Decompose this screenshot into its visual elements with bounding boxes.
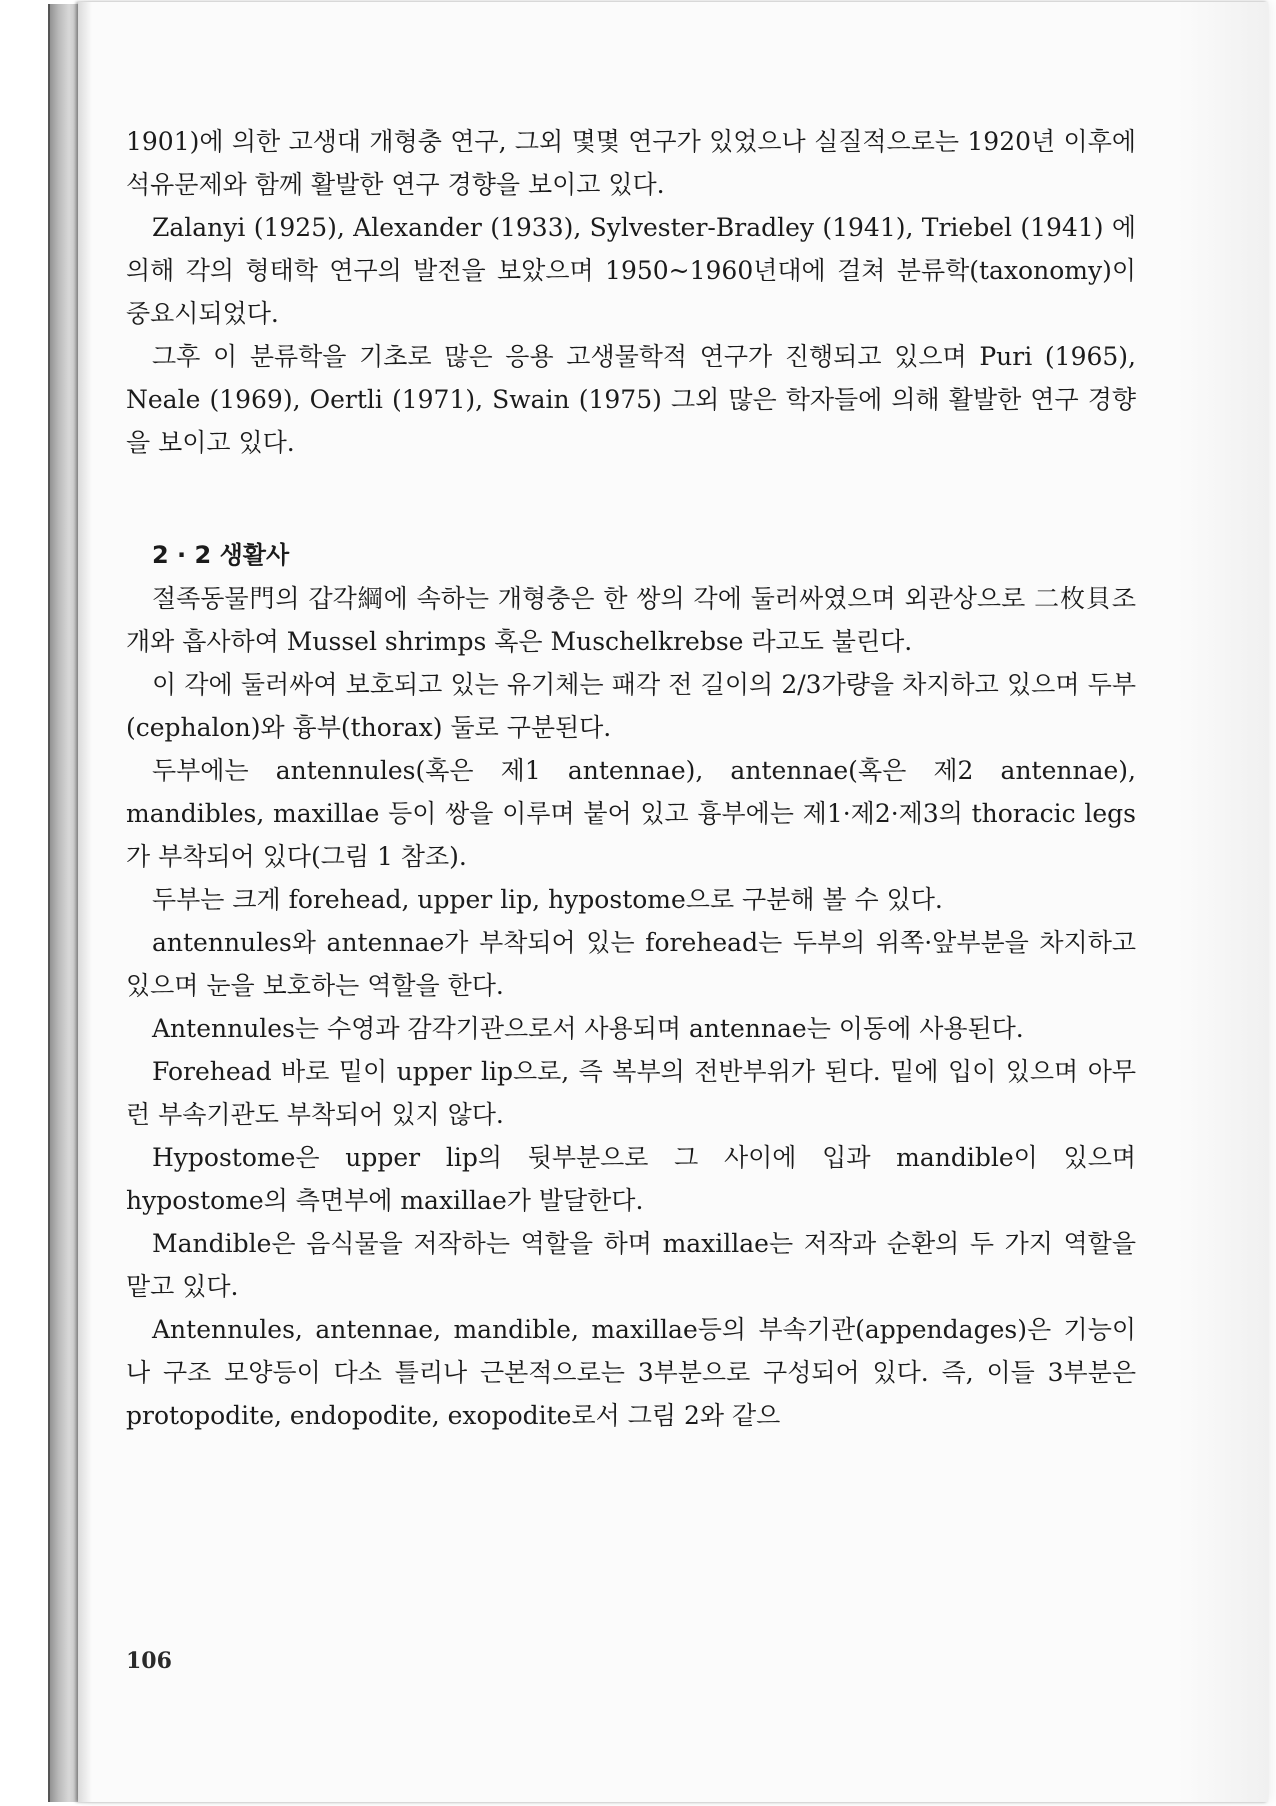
paragraph-mandible: Mandible은 음식물을 저작하는 역할을 하며 maxillae는 저작과 순환의 두 가지 역할을 맡고 있다. [126, 1229, 1136, 1301]
paragraph-forehead: antennules와 antennae가 부착되어 있는 forehead는 두부의 위쪽·앞부분을 차지하고 있으며 눈을 보호하는 역할을 한다. [126, 928, 1136, 1000]
book-spine-edge [48, 4, 50, 1802]
paragraph-continuation: 1901)에 의한 고생대 개형충 연구, 그외 몇몇 연구가 있었으나 실질적으로는 1920년 이후에 석유문제와 함께 활발한 연구 경향을 보이고 있다. [126, 127, 1136, 199]
paragraph-antennules: Antennules는 수영과 감각기관으로서 사용되며 antennae는 이동에 사용된다. [152, 1014, 1024, 1043]
paragraph-head-parts: 두부는 크게 forehead, upper lip, hypostome으로 구분해 볼 수 있다. [152, 885, 943, 914]
paragraph-morphology-history: Zalanyi (1925), Alexander (1933), Sylvester-Bradley (1941), Triebel (1941) 에 의해 각의 형태학 연구의 발전을 보았으며 1950~1960년대에 걸쳐 분류학(taxonomy)이 중요시되었다. [126, 213, 1136, 328]
page-number: 106 [126, 1648, 172, 1674]
page-body-text [126, 120, 1136, 1437]
paragraph-upper-lip: Forehead 바로 밑이 upper lip으로, 즉 복부의 전반부위가 된다. 밑에 입이 있으며 아무런 부속기관도 부착되어 있지 않다. [126, 1057, 1136, 1129]
paragraph-applied-research: 그후 이 분류학을 기초로 많은 응용 고생물학적 연구가 진행되고 있으며 Puri (1965), Neale (1969), Oertli (1971), Swain (1975) 그외 많은 학자들에 의해 활발한 연구 경향을 보이고 있다. [126, 342, 1136, 457]
paragraph-appendages: Antennules, antennae, mandible, maxillae등의 부속기관(appendages)은 기능이나 구조 모양등이 다소 틀리나 근본적으로는 3부분으로 구성되어 있다. 즉, 이들 3부분은 protopodite, endopodite, exopodite로서 그림 2와 같으 [126, 1315, 1136, 1430]
book-spine [48, 4, 78, 1802]
section-heading: 2 · 2 생활사 [152, 541, 290, 569]
page-edge-shadow [1178, 2, 1268, 1802]
paragraph-head-appendages: 두부에는 antennules(혹은 제1 antennae), antennae(혹은 제2 antennae), mandibles, maxillae 등이 쌍을 이루며 붙어 있고 흉부에는 제1·제2·제3의 thoracic legs가 부착되어 있다(그림 1 참조). [126, 756, 1136, 871]
paragraph-hypostome: Hypostome은 upper lip의 뒷부분으로 그 사이에 입과 mandible이 있으며 hypostome의 측면부에 maxillae가 발달한다. [126, 1143, 1136, 1215]
page-gutter-shadow [78, 2, 92, 1802]
paragraph-body-division: 이 각에 둘러싸여 보호되고 있는 유기체는 패각 전 길이의 2/3가량을 차지하고 있으며 두부(cephalon)와 흉부(thorax) 둘로 구분된다. [126, 670, 1136, 742]
paragraph-classification: 절족동물門의 갑각綱에 속하는 개형충은 한 쌍의 각에 둘러싸였으며 외관상으로 二枚貝조개와 흡사하여 Mussel shrimps 혹은 Muschelkrebse 라고도 불린다. [126, 584, 1136, 656]
